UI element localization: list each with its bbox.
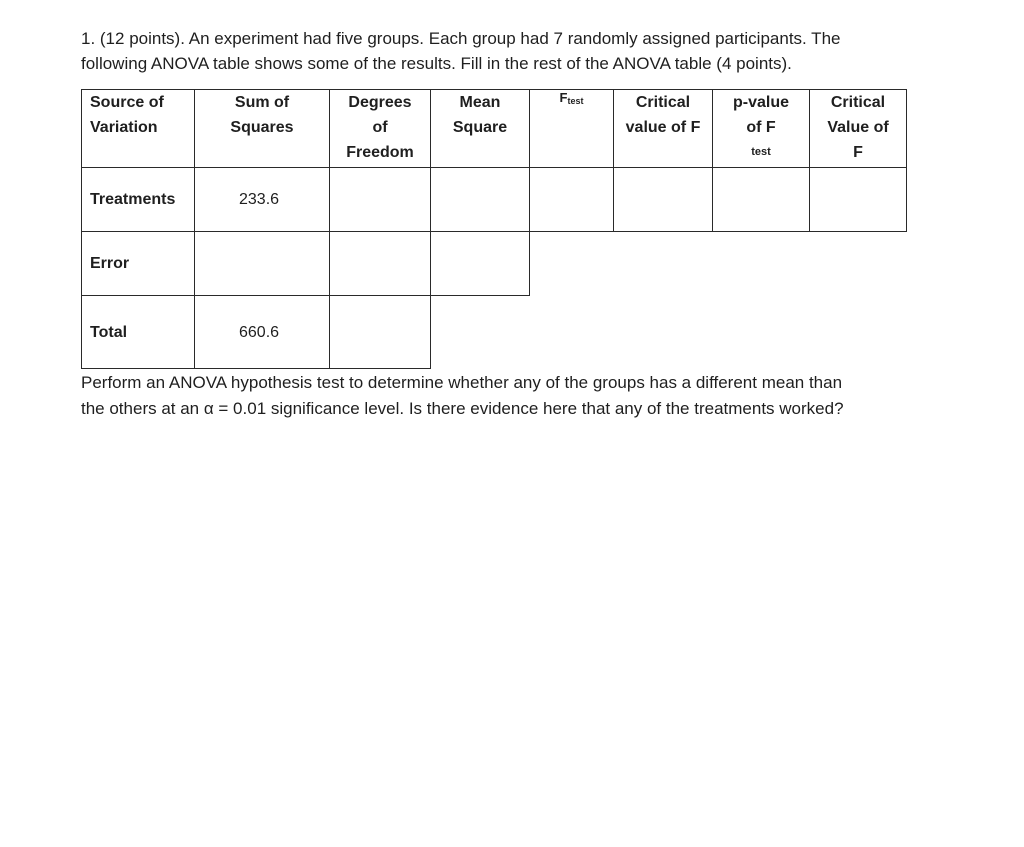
header-source-of-variation: Source of Variation: [82, 90, 195, 168]
error-row: [82, 232, 907, 296]
treatments-ms-cell: [431, 168, 530, 232]
question-line-1: 1. (12 points). An experiment had five groups. Each group had 7 randomly assigned participants. The: [81, 29, 841, 48]
header-degrees-of-freedom: Degrees of Freedom: [330, 90, 431, 168]
treatments-critical-value-cell: [810, 168, 907, 232]
treatments-f-cell: [530, 168, 614, 232]
header-critical-value-f-2: Critical Value of F: [810, 90, 907, 168]
treatments-critical-f-cell: [614, 168, 713, 232]
total-df-cell: [330, 296, 431, 369]
header-p-value: p-value of F test: [713, 90, 810, 168]
error-ss-cell: [195, 232, 330, 296]
total-ss-cell: 660.6: [195, 296, 330, 369]
error-label: Error: [82, 232, 195, 296]
header-critical-value-of-f: Critical value of F: [614, 90, 713, 168]
treatments-label: Treatments: [82, 168, 195, 232]
treatments-row: [82, 168, 907, 232]
header-mean-square: Mean Square: [431, 90, 530, 168]
anova-table: [81, 89, 907, 369]
followup-text: [81, 370, 941, 422]
question-text: [81, 26, 941, 76]
question-line-2: following ANOVA table shows some of the results. Fill in the rest of the ANOVA table (4 points).: [81, 54, 792, 73]
followup-line-2: the others at an α = 0.01 significance level. Is there evidence here that any of the treatments worked?: [81, 399, 844, 418]
treatments-p-value-cell: [713, 168, 810, 232]
total-row-blank: [431, 296, 907, 369]
total-row: [82, 296, 907, 369]
error-ms-cell: [431, 232, 530, 296]
total-label: Total: [82, 296, 195, 369]
error-row-blank: [530, 232, 907, 296]
followup-line-1: Perform an ANOVA hypothesis test to determine whether any of the groups has a different mean than: [81, 373, 843, 392]
treatments-df-cell: [330, 168, 431, 232]
header-sum-of-squares: Sum of Squares: [195, 90, 330, 168]
treatments-ss-cell: 233.6: [195, 168, 330, 232]
header-row: [82, 90, 907, 168]
header-f-test: $F_{test}$: [530, 90, 614, 168]
error-df-cell: [330, 232, 431, 296]
